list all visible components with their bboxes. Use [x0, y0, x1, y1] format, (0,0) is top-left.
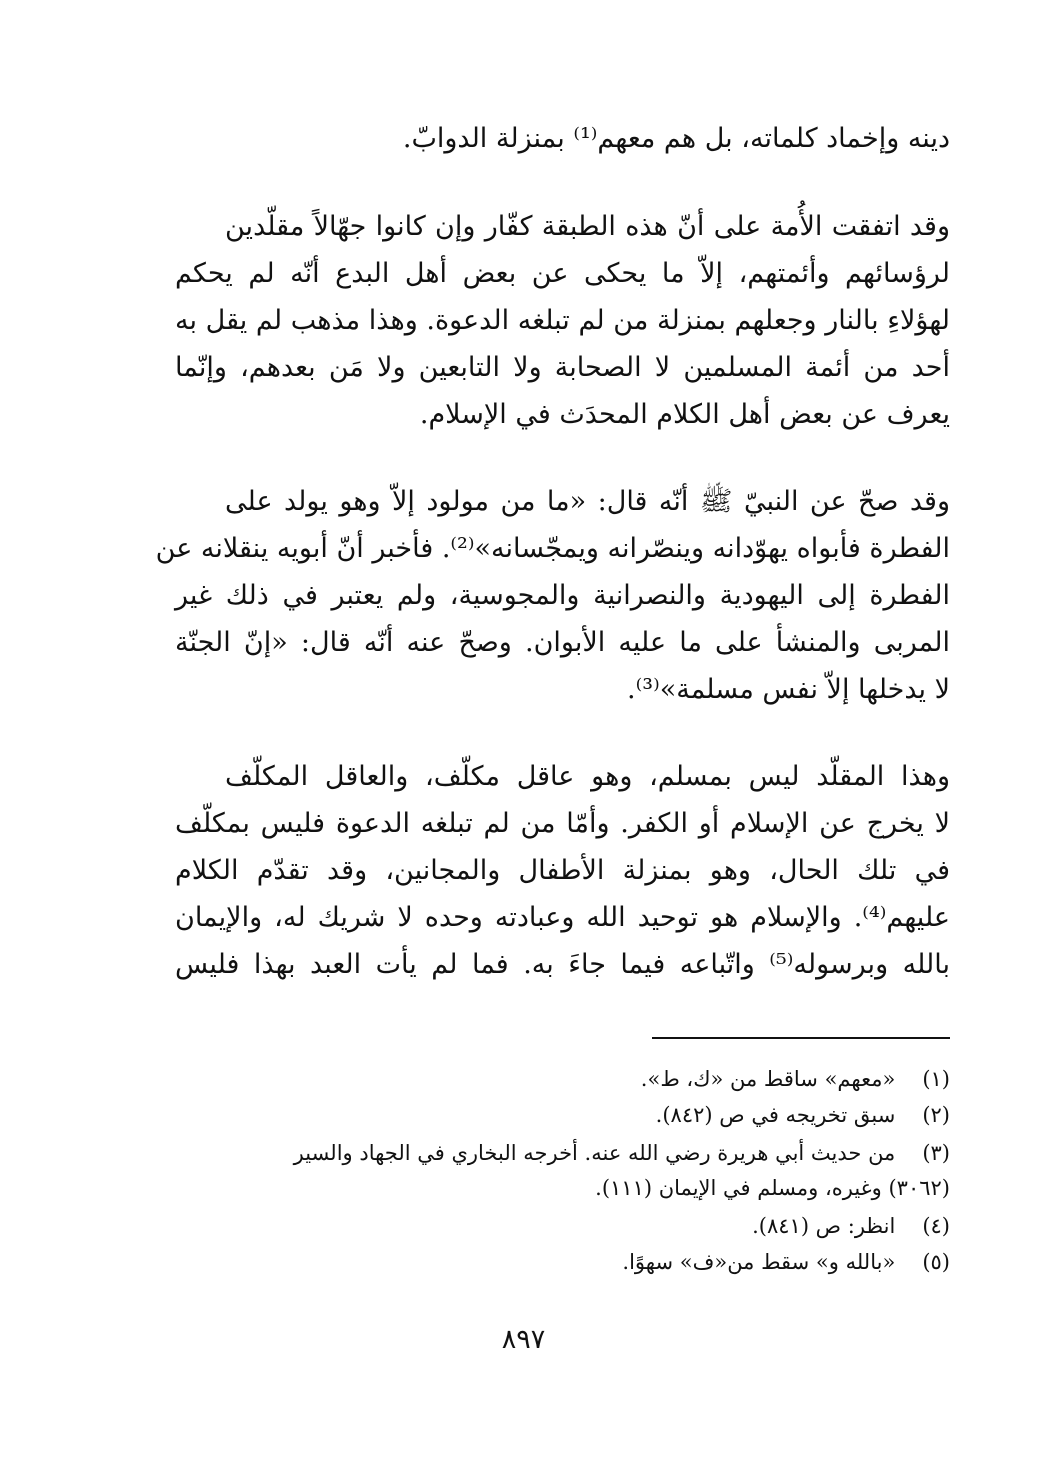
text-line: أحد من أئمة المسلمين لا الصحابة ولا التابعين ولا مَن بعدهم، وإنّما — [175, 352, 950, 383]
text-line: لا يدخلها إلاّ نفس مسلمة»⁽³⁾. — [627, 674, 950, 705]
footnote-number: (١) — [922, 1067, 950, 1091]
footnote-continuation: (٣٠٦٢) وغيره، ومسلم في الإيمان (١١١). — [595, 1176, 950, 1200]
footnote — [97, 1246, 950, 1278]
text-line: لهؤلاءِ بالنار وجعلهم بمنزلة من لم تبلغه الدعوة. وهذا مذهب لم يقل به — [175, 305, 950, 336]
footnote-number: (٥) — [922, 1250, 950, 1274]
text-line: المربى والمنشأ على ما عليه الأبوان. وصحّ عنه أنّه قال: «إنّ الجنّة — [175, 627, 950, 658]
footnote-text: «بالله و» سقط من«ف» سهوًا. — [622, 1250, 896, 1274]
text-line: الفطرة إلى اليهودية والنصرانية والمجوسية، ولم يعتبر في ذلك غير — [175, 580, 950, 611]
footnote-number: (٢) — [922, 1103, 950, 1127]
footnote — [97, 1137, 950, 1169]
text-line: وقد صحّ عن النبيّ ﷺ أنّه قال: «ما من مولود إلاّ وهو يولد على — [225, 486, 950, 517]
text-line: وقد اتفقت الأُمة على أنّ هذه الطبقة كفّار وإن كانوا جهّالاً مقلّدين — [225, 211, 950, 242]
footnote-number: (٤) — [922, 1214, 950, 1238]
text-line: في تلك الحال، وهو بمنزلة الأطفال والمجانين، وقد تقدّم الكلام — [175, 855, 950, 886]
text-line: الفطرة فأبواه يهوّدانه وينصّرانه ويمجّسانه»⁽²⁾. فأخبر أنّ أبويه ينقلانه عن — [155, 533, 950, 564]
page-number: ٨٩٧ — [501, 1324, 546, 1355]
text-line: لرؤسائهم وأئمتهم، إلاّ ما يحكى عن بعض أهل البدع أنّه لم يحكم — [175, 258, 950, 289]
text-line: لا يخرج عن الإسلام أو الكفر. وأمّا من لم تبلغه الدعوة فليس بمكلّف — [175, 808, 950, 839]
footnote-text: «معهم» ساقط من «ك، ط». — [640, 1067, 896, 1091]
footnote — [97, 1063, 950, 1095]
text-line: عليهم⁽⁴⁾. والإسلام هو توحيد الله وعبادته وحده لا شريك له، والإيمان — [175, 902, 950, 933]
footnote — [97, 1210, 950, 1242]
text-line: يعرف عن بعض أهل الكلام المحدَث في الإسلام. — [419, 399, 950, 430]
text-line: دينه وإخماد كلماته، بل هم معهم⁽¹⁾ بمنزلة الدوابّ. — [402, 123, 950, 154]
footnote-number: (٣) — [922, 1141, 950, 1165]
footnote-text: انظر: ص (٨٤١). — [752, 1214, 896, 1238]
text-line: وهذا المقلّد ليس بمسلم، وهو عاقل مكلّف، والعاقل المكلّف — [225, 761, 950, 792]
footnote-text: من حديث أبي هريرة رضي الله عنه. أخرجه البخاري في الجهاد والسير — [293, 1141, 896, 1165]
footnote — [97, 1099, 950, 1131]
text-line: بالله وبرسوله⁽⁵⁾ واتّباعه فيما جاءَ به. فما لم يأت العبد بهذا فليس — [175, 949, 950, 980]
footnote-text: سبق تخريجه في ص (٨٤٢). — [655, 1103, 896, 1127]
footnote-divider — [652, 1037, 950, 1039]
